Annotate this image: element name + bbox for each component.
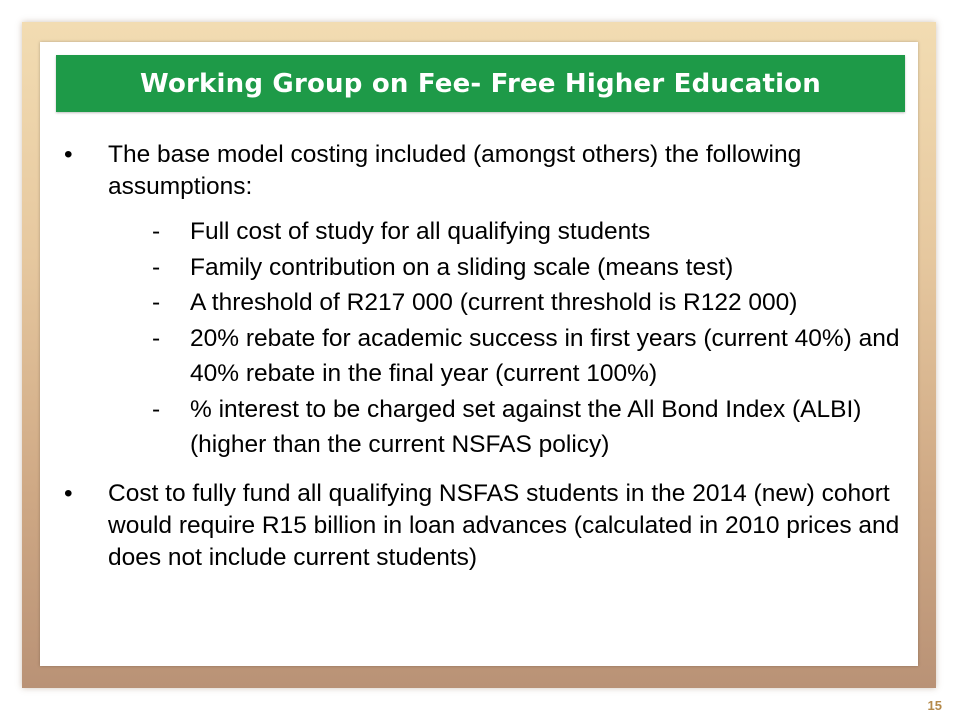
- sub-item: [152, 214, 902, 250]
- sub-item: [152, 321, 902, 392]
- bullet-text: The base model costing included (amongst others) the following assumptions:: [108, 141, 802, 200]
- sub-list: [152, 214, 902, 463]
- sub-item: [152, 392, 902, 463]
- sub-bullet-marker: -: [152, 218, 161, 245]
- sub-item: [152, 285, 902, 321]
- bullet-item: [62, 139, 902, 463]
- sub-item: [152, 250, 902, 286]
- slide-body: [62, 139, 902, 574]
- sub-bullet-marker: -: [152, 253, 161, 281]
- bullet-item: [62, 478, 902, 574]
- slide-title: Working Group on Fee- Free Higher Education: [56, 55, 905, 112]
- sub-item-text: A threshold of R217 000 (current threshold is R122 000): [190, 289, 798, 316]
- bullet-content: [108, 139, 902, 463]
- bullet-marker: •: [64, 479, 73, 507]
- sub-bullet-marker: -: [152, 395, 161, 423]
- sub-item-text: 20% rebate for academic success in first years (current 40%) and 40% rebate in the final year (current 100%): [190, 324, 900, 387]
- sub-item-text: Family contribution on a sliding scale (means test): [190, 253, 734, 281]
- sub-bullet-marker: -: [152, 324, 161, 352]
- sub-item-text: % interest to be charged set against the All Bond Index (ALBI) (higher than the current NSFAS policy): [190, 395, 862, 458]
- sub-item-text: Full cost of study for all qualifying students: [190, 218, 651, 245]
- page-number: 15: [927, 698, 942, 713]
- bullet-marker: •: [64, 141, 73, 168]
- bullet-text: Cost to fully fund all qualifying NSFAS students in the 2014 (new) cohort would require R15 billion in loan advances (calculated in 2010 prices and does not include current students): [108, 479, 900, 571]
- sub-bullet-marker: -: [152, 289, 161, 316]
